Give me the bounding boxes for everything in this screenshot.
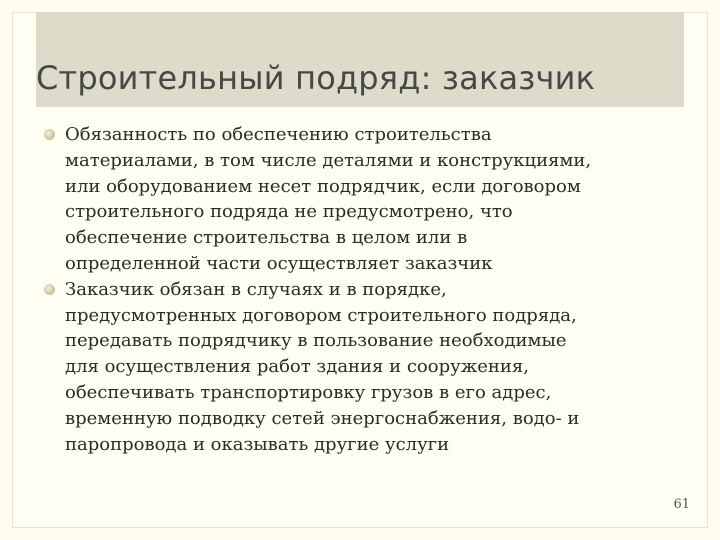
bullet-line: строительного подряда не предусмотрено, что [65, 201, 513, 223]
bullet-item [44, 277, 694, 458]
bullet-line: Заказчик обязан в случаях и в порядке, [65, 278, 447, 300]
bullet-line: для осуществления работ здания и сооружения, [65, 356, 530, 378]
bullet-line: Обязанность по обеспечению строительства [65, 124, 492, 145]
page-number: 61 [673, 497, 690, 512]
bullet-dot-icon [44, 284, 55, 295]
bullet-item [44, 122, 694, 277]
bullet-line: передавать подрядчику в пользование необходимые [65, 330, 567, 352]
bullet-dot-icon [44, 129, 55, 140]
bullet-line: материалами, в том числе деталями и конструкциями, [65, 149, 592, 171]
bullet-list [44, 122, 694, 457]
bullet-line: обеспечение строительства в целом или в [65, 227, 468, 249]
bullet-line: определенной части осуществляет заказчик [65, 252, 493, 274]
bullet-line: паропровода и оказывать другие услуги [65, 433, 450, 455]
bullet-line: обеспечивать транспортировку грузов в его адрес, [65, 381, 552, 403]
bullet-line: или оборудованием несет подрядчик, если договором [65, 175, 581, 197]
bullet-line: предусмотренных договором строительного подряда, [65, 304, 577, 326]
slide-title: Строительный подряд: заказчик [36, 59, 596, 97]
bullet-line: временную подводку сетей энергоснабжения, водо- и [65, 407, 580, 429]
